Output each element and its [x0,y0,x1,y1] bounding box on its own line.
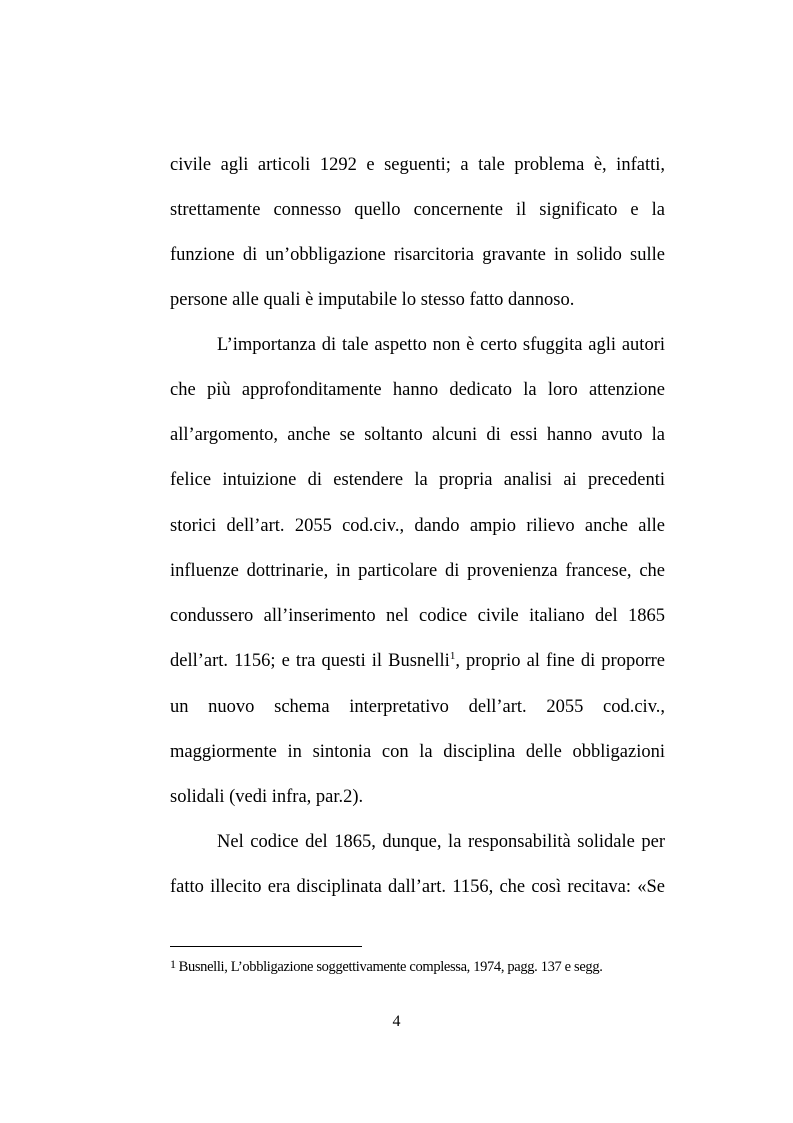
text-after-ref: , proprio al fine di proporre [455,651,665,671]
body-line: funzione di un’obbligazione risarcitoria gravante in solido sulle [170,245,665,265]
body-line-with-footnote-ref [170,649,665,673]
footnote-text: Busnelli, L’obbligazione soggettivamente complessa, 1974, pagg. 137 e segg. [178,959,603,975]
body-line: un nuovo schema interpretativo dell’art. 2055 cod.civ., [170,697,665,717]
body-line: condussero all’inserimento nel codice civile italiano del 1865 [170,606,665,626]
footnote-number: 1 [170,957,176,971]
footnote-separator [170,946,362,947]
body-line: fatto illecito era disciplinata dall’art. 1156, che così recitava: «Se [170,877,665,897]
body-line: civile agli articoli 1292 e seguenti; a tale problema è, infatti, [170,155,665,175]
body-line: felice intuizione di estendere la propria analisi ai precedenti [170,470,665,490]
body-line: influenze dottrinarie, in particolare di provenienza francese, che [170,561,665,581]
paragraph-first-line: L’importanza di tale aspetto non è certo sfuggita agli autori [217,335,665,355]
footnote [170,955,665,976]
footnote-reference[interactable]: 1 [449,650,456,662]
page-number: 4 [392,1013,401,1030]
body-line: storici dell’art. 2055 cod.civ., dando ampio rilievo anche alle [170,516,665,536]
body-line: persone alle quali è imputabile lo stesso fatto dannoso. [170,290,575,310]
paragraph-first-line: Nel codice del 1865, dunque, la responsabilità solidale per [217,832,665,852]
body-line: strettamente connesso quello concernente il significato e la [170,200,665,220]
body-line: solidali (vedi infra, par.2). [170,787,364,807]
body-line: all’argomento, anche se soltanto alcuni di essi hanno avuto la [170,425,665,445]
body-line: che più approfonditamente hanno dedicato la loro attenzione [170,380,665,400]
text-before-ref: dell’art. 1156; e tra questi il Busnelli [170,651,450,671]
body-line: maggiormente in sintonia con la disciplina delle obbligazioni [170,742,665,762]
